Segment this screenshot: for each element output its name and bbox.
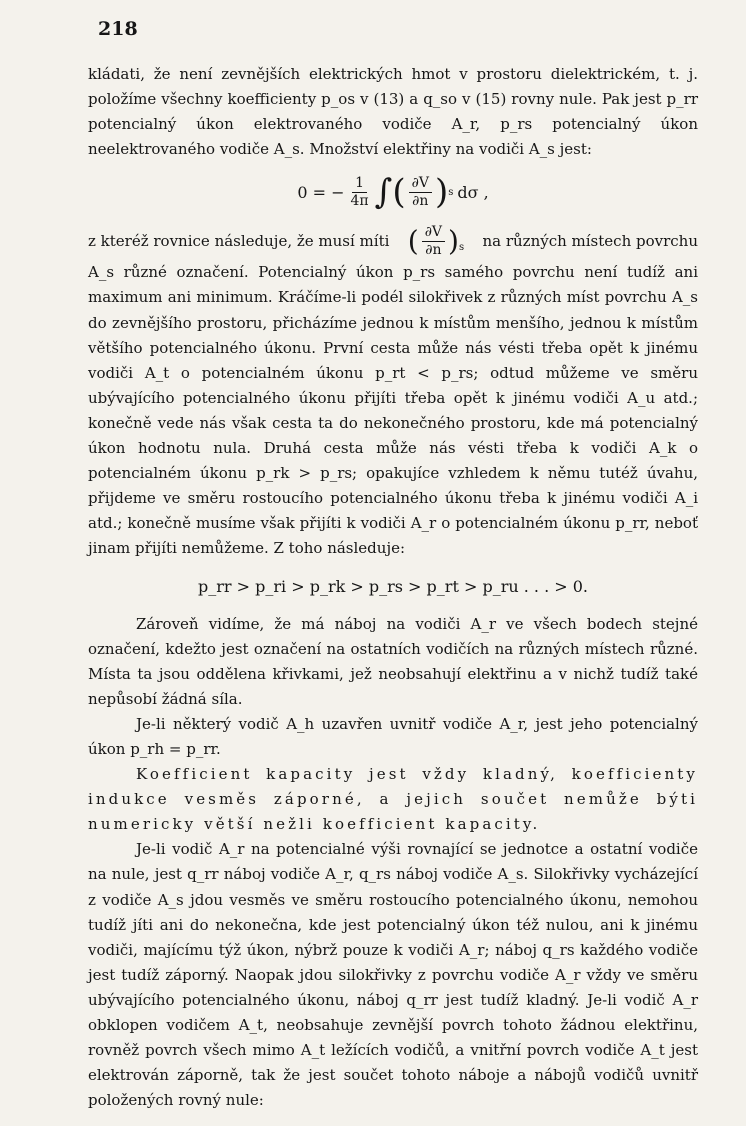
eq1-frac-den: 4π (350, 192, 369, 209)
paragraph-2: A_s různé označení. Potencialný úkon p_rs samého povrchu není tudíž ani maximum ani minimum. Kráčíme-li podél silokřivek z různých míst povrchu A_s do zevnějšího prostoru, přicházíme jednou k místům menšího, jednou k místům většího potencialného úkonu. První cesta může nás vésti třeba opět k jinému vodiči A_t o potencialném úkonu p_rt < p_rs; odtud můžeme ve směru ubývajícího potencialného úkonu přijíti třeba opět k jinému vodiči A_u atd.; konečně vede nás však cesta ta do nekonečného prostoru, kde má potencialný úkon hodnotu nula. Druhá cesta může nás vésti třeba k vodiči A_k o potencialném úkonu p_rk > p_rs; opakujíce vzhledem k němu tutéž úvahu, přijdeme ve směru rostoucího potencialného úkonu třeba k jinému vodiči A_i atd.; konečně musíme však přijíti k vodiči A_r o potencialném úkonu p_rr, neboť jinam přijíti nemůžeme. Z toho následuje: (88, 263, 698, 558)
p2-deriv-num: ∂V (422, 224, 445, 242)
paragraph-5-theorem: Koefficient kapacity jest vždy kladný, koefficienty indukce vesměs záporné, a jejich součet nemůže býti numericky větší nežli koefficient kapacity. (88, 765, 698, 834)
equation-2: p_rr > p_ri > p_rk > p_rs > p_rt > p_ru . . . > 0. (198, 577, 588, 596)
eq1-deriv-num: ∂V (409, 175, 432, 193)
equation-1: 0 = − $\frac{1}{4\pi}$ ∫ ( $\frac{\partial V}{\partial n}$ ) s dσ , (297, 172, 489, 213)
eq1-tail: dσ , (457, 182, 489, 202)
paragraph-4: Je-li některý vodič A_h uzavřen uvnitř vodiče A_r, jest jeho potencialný úkon p_rh = p_rr. (88, 714, 698, 758)
page-number: 218 (98, 18, 138, 40)
eq1-frac-num: 1 (352, 175, 367, 193)
paragraph-2-lead: z kteréž rovnice následuje, že musí míti (88, 232, 390, 251)
eq1-fraction (347, 175, 371, 210)
paragraph-1: kládati, že není zevnějších elektrických hmot v prostoru dielektrickém, t. j. položíme všechny koefficienty p_os v (13) a q_so v (15) rovny nule. Pak jest p_rr potencialný úkon elektrovaného vodiče A_r, p_rs potencialný úkon neelektrovaného vodiče A_s. Množství elektřiny na vodiči A_s jest: (88, 65, 698, 159)
eq1-subscript: s (448, 186, 454, 198)
eq1-deriv-den: ∂n (412, 192, 429, 209)
page-body (88, 62, 698, 1113)
eq1-lhs: 0 = − (297, 182, 345, 202)
p2-deriv-den: ∂n (425, 241, 442, 258)
paragraph-3: Zároveň vidíme, že má náboj na vodiči A_r ve všech bodech stejné označení, kdežto jest označení na ostatních vodičích na různých místech různé. Místa ta jsou oddělena křivkami, jež neobsahují elektřinu a v nichž tudíž také nepůsobí žádná síla. (88, 614, 698, 708)
p2-derivative (422, 224, 445, 259)
eq1-derivative (409, 175, 432, 210)
paragraph-2-tail: na různých místech povrchu (482, 232, 698, 251)
paragraph-2-first-line: z kteréž rovnice následuje, že musí míti ( $\frac{\partial V}{\partial n}$ )$_s$ na různých místech povrchu (88, 223, 698, 258)
paragraph-6: Je-li vodič A_r na potencialné výši rovnající se jednotce a ostatní vodiče na nule, jest q_rr náboj vodiče A_r, q_rs náboj vodiče A_s. Silokřivky vycházející z vodiče A_s jdou vesměs ve směru rostoucího potencialného úkonu, nemohou tudíž jíti ani do nekonečna, kde jest potencialný úkon též nulou, ani k jinému vodiči, majícímu týž úkon, nýbrž pouze k vodiči A_r; náboj q_rs každého vodiče jest tudíž záporný. Naopak jdou silokřivky z povrchu vodiče A_r vždy ve směru ubývajícího potencialného úkonu, náboj q_rr jest tudíž kladný. Je-li vodič A_r obklopen vodičem A_t, neobsahuje zevnější povrch tohoto žádnou elektřinu, rovněž povrch všech mimo A_t ležících vodičů, a vnitřní povrch vodiče A_t jest elektrován záporně, tak že jest součet tohoto náboje a nábojů vodičů uvnitř položených rovný nule: (88, 840, 698, 1110)
p2-subscript: s (458, 242, 465, 254)
eq1-integral: ∫ (374, 172, 393, 213)
